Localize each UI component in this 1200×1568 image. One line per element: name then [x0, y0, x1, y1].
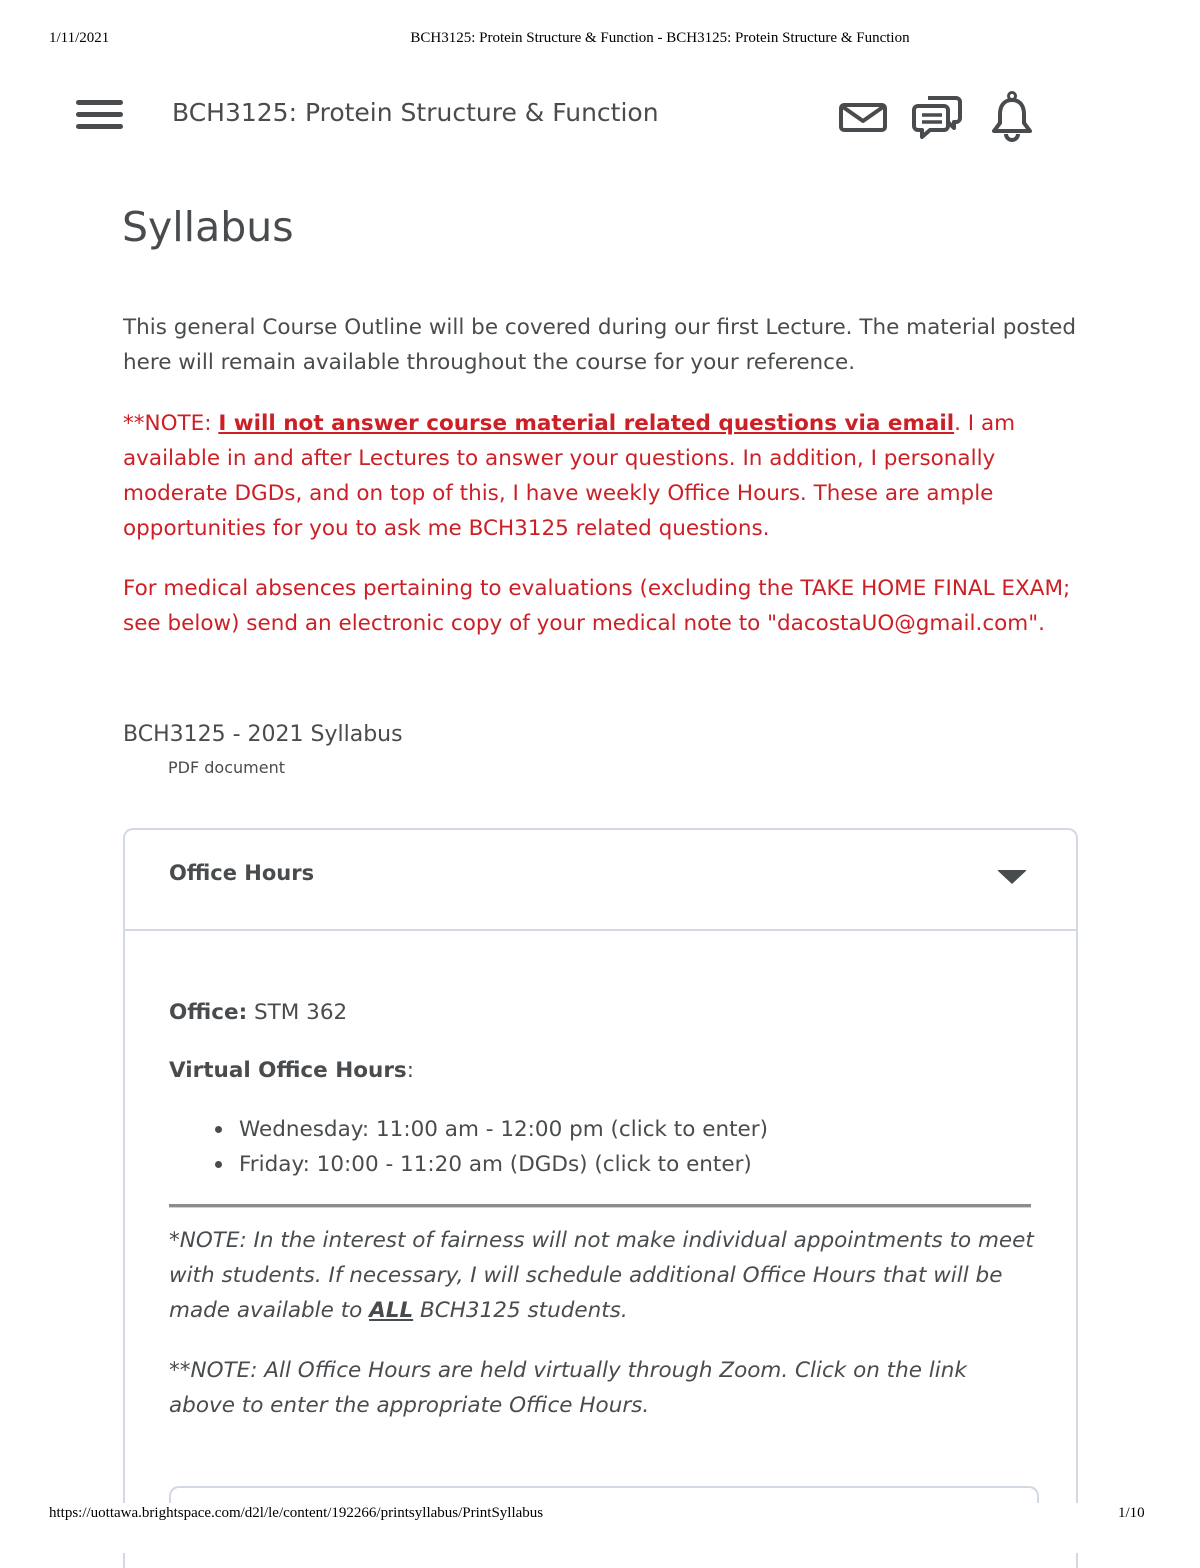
virtual-hours-heading — [169, 1053, 414, 1088]
file-type-label: PDF document — [168, 758, 285, 777]
zoom-note: **NOTE: All Office Hours are held virtually through Zoom. Click on the link above to enter the appropriate Office Hours. — [169, 1358, 967, 1418]
hours-list — [169, 1112, 768, 1182]
print-title: BCH3125: Protein Structure & Function - BCH3125: Protein Structure & Function — [410, 30, 910, 46]
email-policy-note — [123, 406, 1083, 546]
bullet-icon — [215, 1126, 222, 1133]
note-emphasis: I will not answer course material related questions via email — [218, 411, 955, 436]
footer-url: https://uottawa.brightspace.com/d2l/le/content/192266/printsyllabus/PrintSyllabus — [49, 1505, 544, 1521]
intro-paragraph: This general Course Outline will be covered during our first Lecture. The material posted here will remain available throughout the course for your reference. — [123, 315, 1077, 375]
hours-wednesday-link[interactable]: Wednesday: 11:00 am - 12:00 pm (click to enter) — [239, 1117, 768, 1142]
appointments-note — [169, 1223, 1039, 1328]
menu-icon[interactable] — [76, 98, 123, 132]
note1-post: BCH3125 students. — [413, 1298, 628, 1323]
medical-absence-note: For medical absences pertaining to evaluations (excluding the TAKE HOME FINAL EXAM; see below) send an electronic copy of your medical note to "dacostaUO@gmail.com". — [123, 576, 1071, 636]
caret-down-icon[interactable] — [997, 870, 1027, 884]
chat-icon[interactable] — [912, 90, 964, 144]
office-location — [169, 995, 347, 1030]
divider — [169, 1204, 1031, 1208]
print-date: 1/11/2021 — [49, 30, 110, 46]
bell-icon[interactable] — [988, 90, 1036, 146]
mail-icon[interactable] — [838, 90, 888, 144]
virtual-colon: : — [406, 1058, 414, 1083]
navbar — [0, 86, 1200, 146]
hours-friday-link[interactable]: Friday: 10:00 - 11:20 am (DGDs) (click to enter) — [239, 1152, 752, 1177]
note1-all: ALL — [369, 1298, 414, 1323]
note-prefix: **NOTE: — [123, 411, 219, 436]
footer-page-number: 1/10 — [1118, 1505, 1145, 1521]
office-hours-accordion — [123, 828, 1078, 1568]
virtual-label: Virtual Office Hours — [169, 1058, 407, 1083]
page-title: Syllabus — [122, 203, 294, 251]
office-hours-header[interactable] — [125, 830, 1076, 931]
print-footer — [0, 1503, 1200, 1553]
note1-pre: *NOTE: In the interest of fairness will not make individual appointments to meet with students. If necessary, I will schedule additional Office Hours that will be made available to — [169, 1228, 1034, 1323]
office-label: Office: — [169, 1000, 248, 1025]
syllabus-file-link[interactable]: BCH3125 - 2021 Syllabus — [123, 722, 403, 747]
course-title[interactable]: BCH3125: Protein Structure & Function — [172, 98, 659, 127]
list-item[interactable] — [169, 1147, 768, 1182]
office-hours-title: Office Hours — [169, 861, 315, 885]
bullet-icon — [215, 1161, 222, 1168]
note-rest: . I am available in and after Lectures to answer your questions. In addition, I personally moderate DGDs, and on top of this, I have weekly Office Hours. These are ample opportunities for you to ask me BCH3125 related questions. — [123, 411, 1016, 541]
list-item[interactable] — [169, 1112, 768, 1147]
office-value: STM 362 — [247, 1000, 348, 1025]
